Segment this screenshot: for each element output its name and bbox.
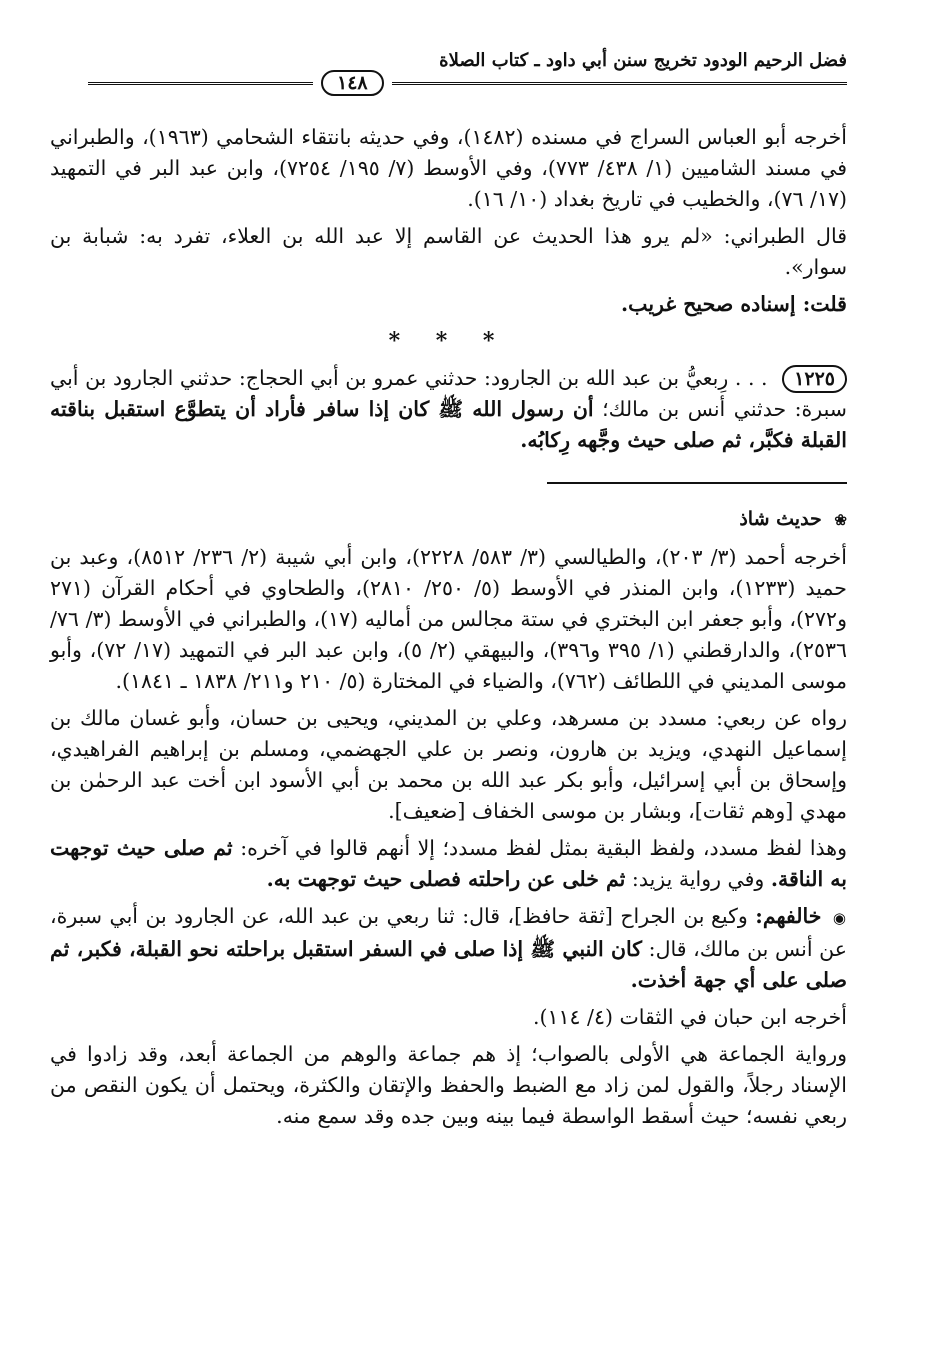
opposition-label: خالفهم: xyxy=(755,904,822,928)
paragraph-wording xyxy=(50,833,847,895)
bullet-icon: ◉ xyxy=(832,909,847,927)
verdict-text: إسناده صحيح غريب. xyxy=(621,292,796,316)
paragraph-ibn-hibban: أخرجه ابن حبان في الثقات (٤/ ١١٤). xyxy=(532,1005,847,1029)
wording-bold-1: ثم صلى حيث توجهت به الناقة. xyxy=(50,836,847,891)
wording-text: وهذا لفظ مسدد، ولفظ البقية بمثل لفظ مسدد؛ إلا أنهم قالوا في آخره: xyxy=(240,836,847,860)
section-separator-stars: * * * xyxy=(388,328,509,354)
paragraph-tabarani-quote: قال الطبراني: «لم يرو هذا الحديث عن القاسم إلا عبد الله بن العلاء، تفرد به: شبابة بن سوار». xyxy=(50,224,847,279)
paragraph-conclusion: ورواية الجماعة هي الأولى بالصواب؛ إذ هم جماعة والوهم من الجماعة أبعد، وقد زادوا في الإسناد رجلاً، والقول لمن زاد مع الضبط والحفظ والإتقان والكثرة، ويحتمل أن يكون النقص من ربعي نفسه؛ حيث أسقط الواسطة فيما بينه وبين جده وقد سمع منه. xyxy=(50,1042,847,1128)
hadith-number-badge: ١٢٢٥ xyxy=(782,365,847,393)
paragraph-narrators: رواه عن ربعي: مسدد بن مسرهد، وعلي بن المديني، ويحيى بن حسان، وأبو غسان مالك بن إسماعيل النهدي، ويزيد بن هارون، ونصر بن علي الجهضمي، ومسلم بن إبراهيم الفراهيدي، وإسحاق بن أبي إسرائيل، وأبو بكر عبد الله بن محمد بن أبي الأسود ابن أخت عبد الرحمٰن بن مهدي [وهم ثقات]، وبشار بن موسى الخفاف [ضعيف]. xyxy=(50,706,847,823)
wording-bold-2: ثم خلى عن راحلته فصلى حيث توجهت به. xyxy=(266,867,626,891)
hadith-isnad: . . . رِبعيُّ بن عبد الله بن الجارود: حدثني عمرو بن أبي الحجاج: حدثني الجارود بن أبي سبرة: حدثني أنس بن مالك؛ xyxy=(50,366,847,421)
verdict-label: قلت: xyxy=(802,292,847,316)
footnote-divider xyxy=(547,482,847,484)
running-header xyxy=(88,50,847,94)
opposition-text: وكيع بن الجراح [ثقة حافظ]، قال: ثنا ربعي بن عبد الله، عن الجارود بن أبي سبرة، عن أنس بن مالك، قال: xyxy=(50,904,847,961)
section-heading-text: حديث شاذ xyxy=(739,508,822,530)
hadith-paragraph xyxy=(50,363,847,456)
paragraph-opposition xyxy=(50,901,847,996)
flower-icon: ❀ xyxy=(834,511,847,529)
section-heading xyxy=(50,504,847,536)
wording-text-2: وفي رواية يزيد: xyxy=(631,867,765,891)
page-number xyxy=(313,70,392,96)
main-content xyxy=(50,122,847,1138)
opposition-bold: كان النبي ﷺ إذا صلى في السفر استقبل براحلته نحو القبلة، فكبر، ثم صلى على أي جهة أخذت. xyxy=(50,937,847,992)
paragraph-verdict xyxy=(50,289,847,320)
running-title: فضل الرحيم الودود تخريج سنن أبي داود ـ كتاب الصلاة xyxy=(439,50,847,71)
page-number-value: ١٤٨ xyxy=(321,70,384,96)
paragraph-sources: أخرجه أحمد (٣/ ٢٠٣)، والطيالسي (٣/ ٥٨٣/ ٢٢٢٨)، وابن أبي شيبة (٢/ ٢٣٦/ ٨٥١٢)، وعبد بن حميد (١٢٣٣)، وابن المنذر في الأوسط (٥/ ٢٥٠/ ٢٨١٠)، والطحاوي في أحكام القرآن (٢٧١ و٢٧٢)، وأبو جعفر ابن البختري في ستة مجالس من أماليه (١٧)، والطبراني في الأوسط (٣/ ٧٦/ ٢٥٣٦)، والدارقطني (١/ ٣٩٥ و٣٩٦)، والبيهقي (٢/ ٥)، وابن عبد البر في التمهيد (١٧/ ٧٢)، وأبو موسى المديني في اللطائف (٧٦٢)، والضياء في المختارة (٥/ ٢١٠ و٢١١/ ١٨٣٨ ـ ١٨٤١). xyxy=(50,545,847,693)
paragraph-takhrij: أخرجه أبو العباس السراج في مسنده (١٤٨٢)، وفي حديثه بانتقاء الشحامي (١٩٦٣)، والطبراني في مسند الشاميين (١/ ٤٣٨/ ٧٧٣)، وفي الأوسط (٧/ ١٩٥/ ٧٢٥٤)، وابن عبد البر في التمهيد (١٧/ ٧٦)، والخطيب في تاريخ بغداد (١٠/ ١٦). xyxy=(50,125,848,211)
hadith-matn: أن رسول الله ﷺ كان إذا سافر فأراد أن يتطوَّع استقبل بناقته القبلة فكبَّر، ثم صلى حيث وجَّهه رِكابُه. xyxy=(50,397,847,452)
